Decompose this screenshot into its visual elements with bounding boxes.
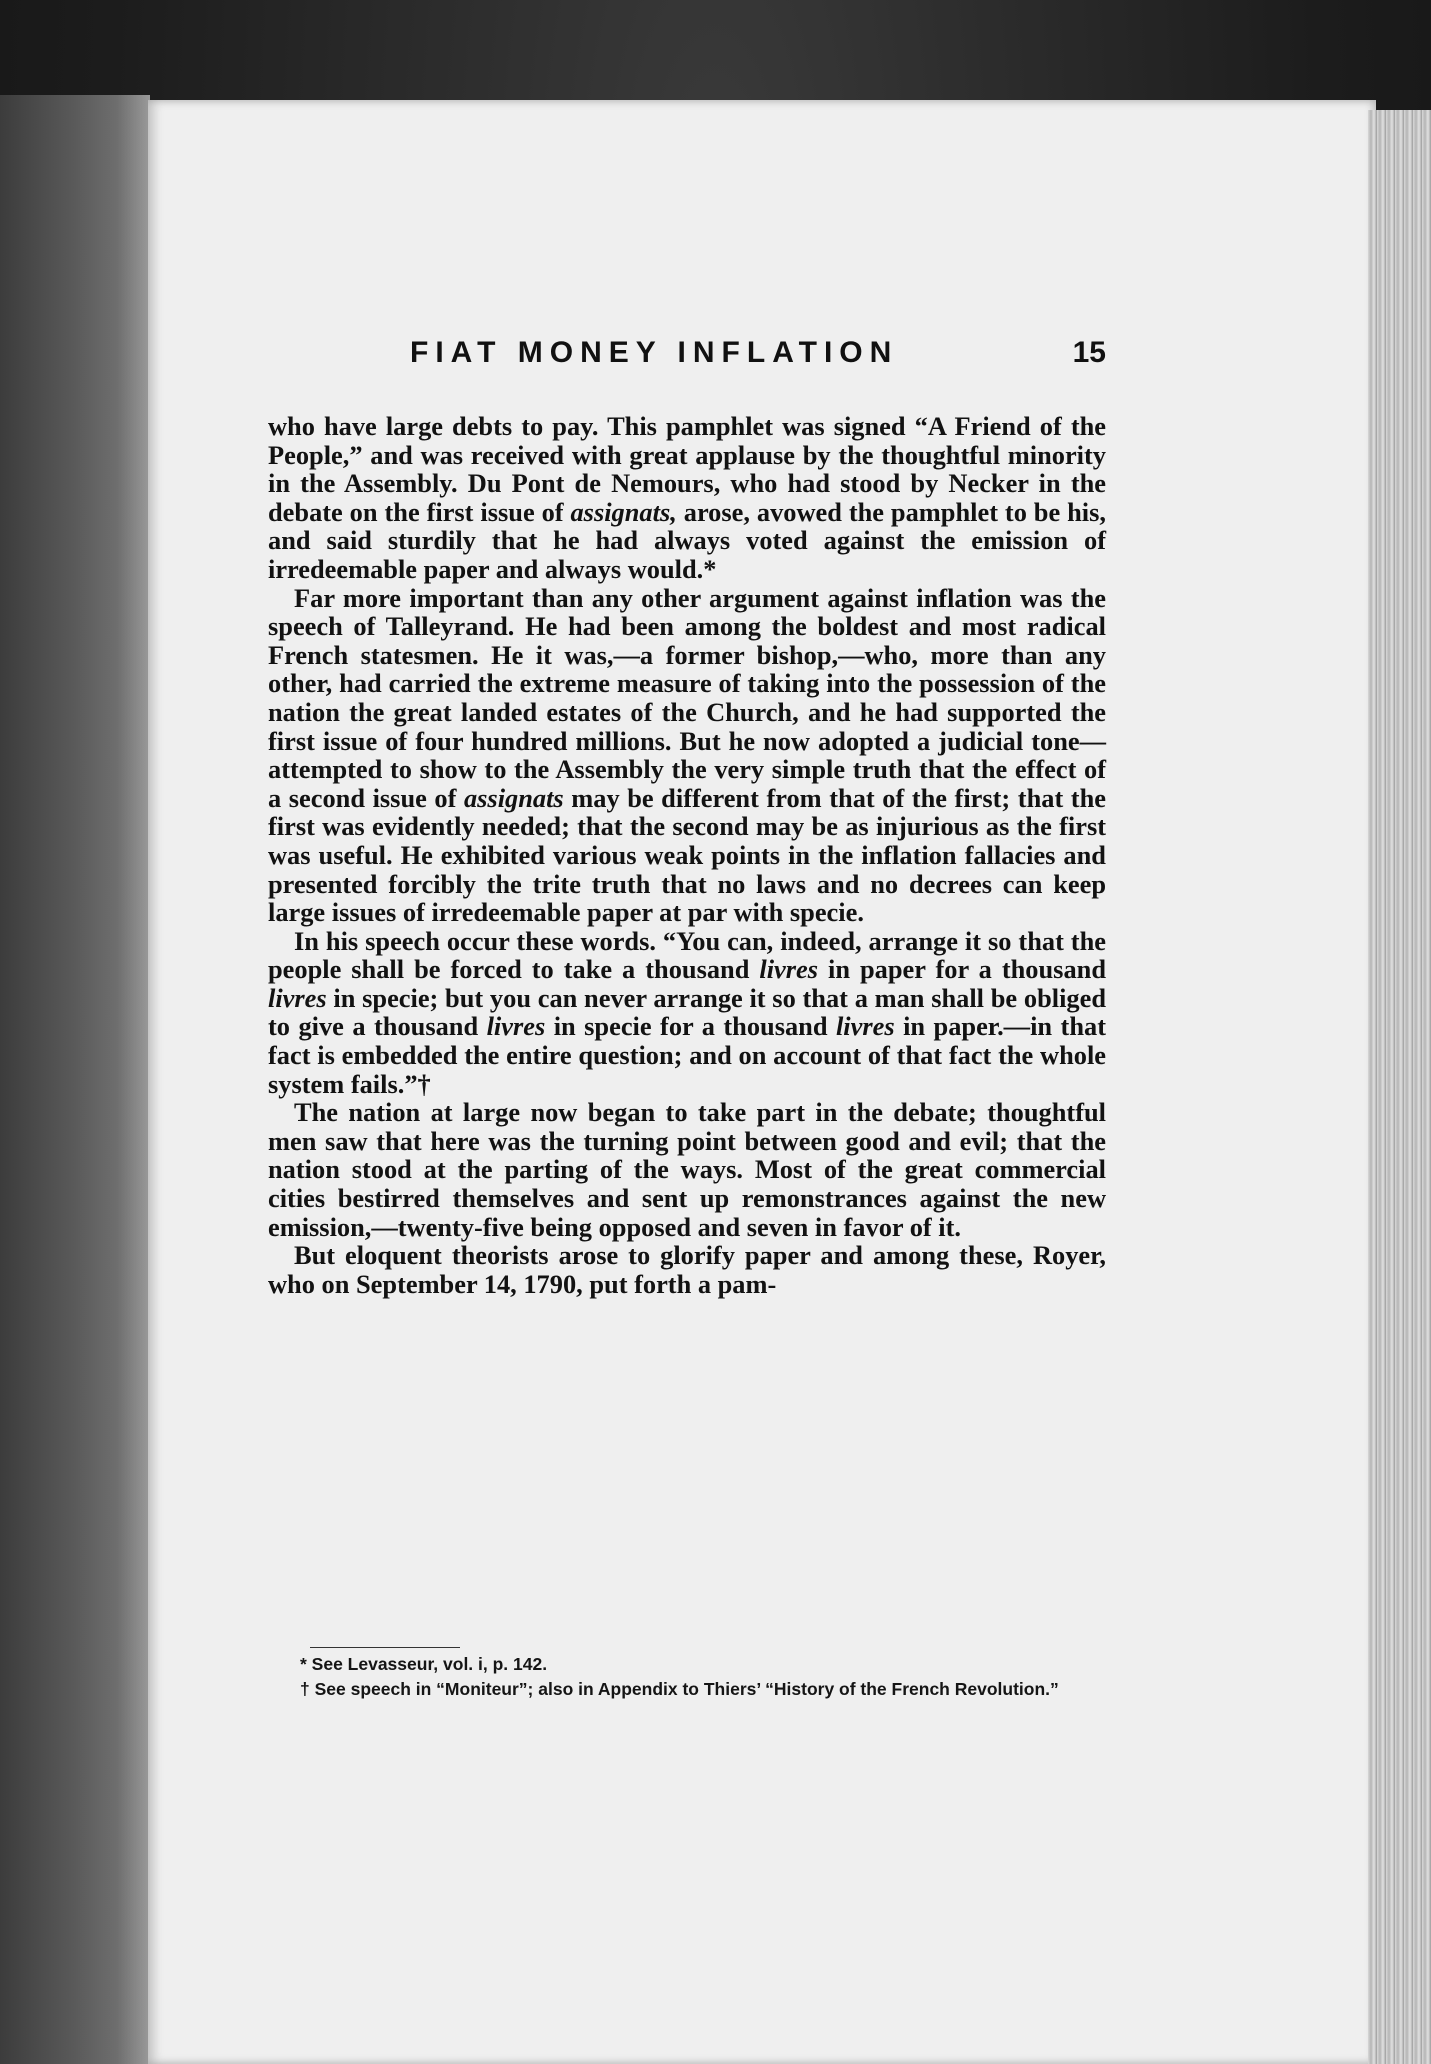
text-segment: in specie for a thousand [545,1011,836,1042]
text-segment: may be different from that of the first; that the first was evidently needed; that the second may be as injurious as the first was useful. He exhibited various weak points in the inflation fallacies and presented forcibly the trite truth that no laws and no decrees can keep large issues of irredeemable paper at par with specie. [268,782,1106,928]
text-segment: in specie; but you can never arrange it so that a man shall be obliged to give a thousand [268,982,1106,1042]
page-header [410,336,1106,378]
footnote: † See speech in “Moniteur”; also in Appendix to Thiers’ “History of the French Revolution.” [300,1679,1059,1699]
text-segment: in paper for a thousand [818,954,1106,985]
italic-term: livres [835,1011,895,1042]
paragraph [268,1098,1106,1241]
italic-term: livres [759,954,819,985]
body-text [268,412,1106,1298]
paragraph [268,927,1106,1099]
running-title: FIAT MONEY INFLATION [410,336,899,369]
footnote: * See Levasseur, vol. i, p. 142. [300,1654,548,1674]
italic-term: assignats [463,782,564,813]
text-segment: Far more important than any other argument against inflation was the speech of Talleyrand. He had been among the boldest and most radical French statesmen. He it was,—a former bishop,—who, more than any other, had carried the extreme measure of taking into the possession of the nation the great landed estates of the Church, and he had supported the first issue of four hundred millions. But he now adopted a judicial tone—attempted to show to the Assembly the very simple truth that the effect of a second issue of [268,582,1106,813]
italic-term: livres [268,982,327,1013]
footnote-rule [310,1647,460,1648]
paragraph [268,584,1106,927]
text-segment: in paper.—in that fact is embedded the entire question; and on account of that fact the whole system fails.”† [268,1011,1106,1099]
footnotes [268,1654,1106,1704]
text-segment: But eloquent theorists arose to glorify paper and among these, Royer, who on September 14, 1790, put forth a pam- [268,1240,1106,1299]
text-segment: The nation at large now began to take part in the debate; thoughtful men saw that here was the turning point between good and evil; that the nation stood at the parting of the ways. Most of the great commercial cities bestirred themselves and sent up remonstrances against the new emission,—twenty-five being opposed and seven in favor of it. [268,1097,1106,1242]
page-stack-edge [1368,110,1431,2064]
facing-page-edge [0,95,150,2064]
text-segment: who have large debts to pay. This pamphlet was signed “A Friend of the People,” and was received with great applause by the thoughtful minority in the Assembly. Du Pont de Nemours, who had stood by Necker in the debate on the first issue of [268,411,1106,527]
italic-term: livres [486,1011,546,1042]
italic-term: assignats, [570,496,677,527]
paragraph [268,1241,1106,1298]
text-segment: In his speech occur these words. “You can, indeed, arrange it so that the people shall be forced to take a thousand [268,925,1106,985]
text-segment: arose, avowed the pamphlet to be his, and said sturdily that he had always voted against the emission of irredeemable paper and always would.* [268,496,1106,584]
page-number: 15 [1072,336,1106,369]
paragraph [268,412,1106,584]
